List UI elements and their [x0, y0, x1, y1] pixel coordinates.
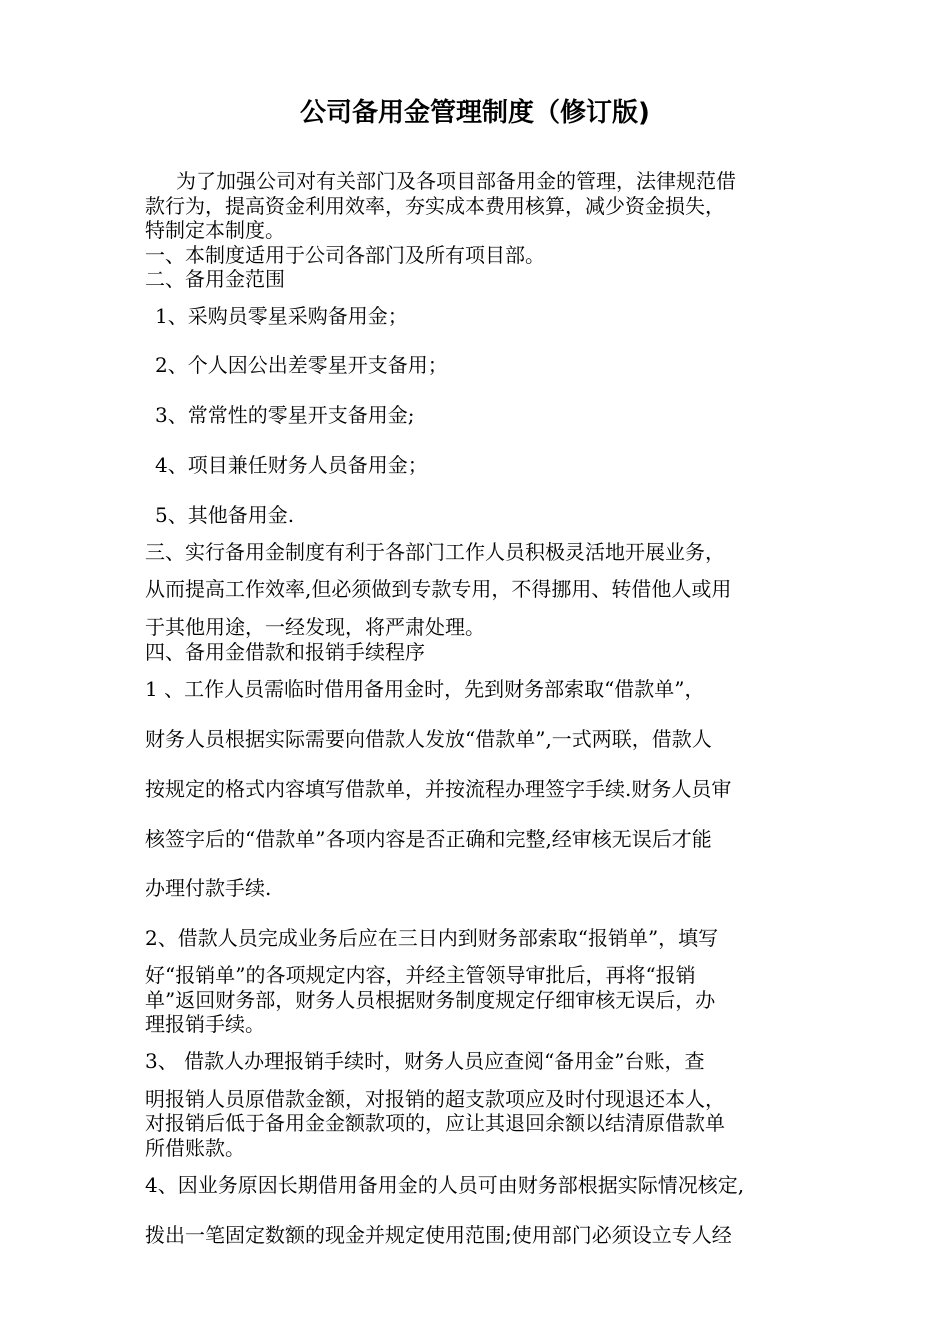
list-item: 2、个人因公出差零星开支备用； — [155, 353, 448, 377]
paragraph-line: 特制定本制度。 — [145, 218, 285, 242]
document-title: 公司备用金管理制度（修订版) — [300, 98, 650, 128]
paragraph-line: 按规定的格式内容填写借款单，并按流程办理签字手续.财务人员审 — [145, 777, 732, 801]
paragraph-line: 3、 借款人办理报销手续时，财务人员应查阅“备用金”台账，查 — [145, 1049, 705, 1073]
section-heading: 四、备用金借款和报销手续程序 — [145, 640, 425, 664]
paragraph-line: 于其他用途，一经发现，将严肃处理。 — [145, 615, 485, 639]
list-item: 5、其他备用金. — [155, 503, 295, 527]
paragraph-line: 款行为，提高资金利用效率，夯实成本费用核算，减少资金损失， — [145, 194, 725, 218]
paragraph-line: 办理付款手续. — [145, 876, 272, 900]
paragraph-line: 4、因业务原因长期借用备用金的人员可由财务部根据实际情况核定, — [145, 1173, 745, 1197]
paragraph-line: 对报销后低于备用金金额款项的，应让其退回余额以结清原借款单 — [145, 1111, 725, 1135]
paragraph-line: 所借账款。 — [145, 1136, 245, 1160]
paragraph-line: 明报销人员原借款金额，对报销的超支款项应及时付现退还本人， — [145, 1087, 725, 1111]
paragraph-line: 单”返回财务部，财务人员根据财务制度规定仔细审核无误后，办 — [145, 988, 716, 1012]
paragraph-line: 1 、工作人员需临时借用备用金时，先到财务部索取“借款单”， — [145, 677, 705, 701]
paragraph-line: 为了加强公司对有关部门及各项目部备用金的管理，法律规范借 — [176, 169, 736, 193]
list-item: 1、采购员零星采购备用金； — [155, 304, 408, 328]
section-heading: 三、实行备用金制度有利于各部门工作人员积极灵活地开展业务， — [145, 540, 725, 564]
section-heading: 二、备用金范围 — [145, 267, 285, 291]
paragraph-line: 核签字后的“借款单”各项内容是否正确和完整,经审核无误后才能 — [145, 827, 712, 851]
paragraph-line: 财务人员根据实际需要向借款人发放“借款单”,一式两联，借款人 — [145, 727, 712, 751]
paragraph-line: 从而提高工作效率,但必须做到专款专用，不得挪用、转借他人或用 — [145, 577, 732, 601]
list-item: 3、常常性的零星开支备用金; — [155, 403, 415, 427]
section-heading: 一、本制度适用于公司各部门及所有项目部。 — [145, 243, 545, 267]
paragraph-line: 2、借款人员完成业务后应在三日内到财务部索取“报销单”，填写 — [145, 926, 719, 950]
list-item: 4、项目兼任财务人员备用金； — [155, 453, 428, 477]
paragraph-line: 拨出一笔固定数额的现金并规定使用范围;使用部门必须设立专人经 — [145, 1223, 732, 1247]
paragraph-line: 理报销手续。 — [145, 1012, 265, 1036]
paragraph-line: 好“报销单”的各项规定内容，并经主管领导审批后，再将“报销 — [145, 963, 696, 987]
